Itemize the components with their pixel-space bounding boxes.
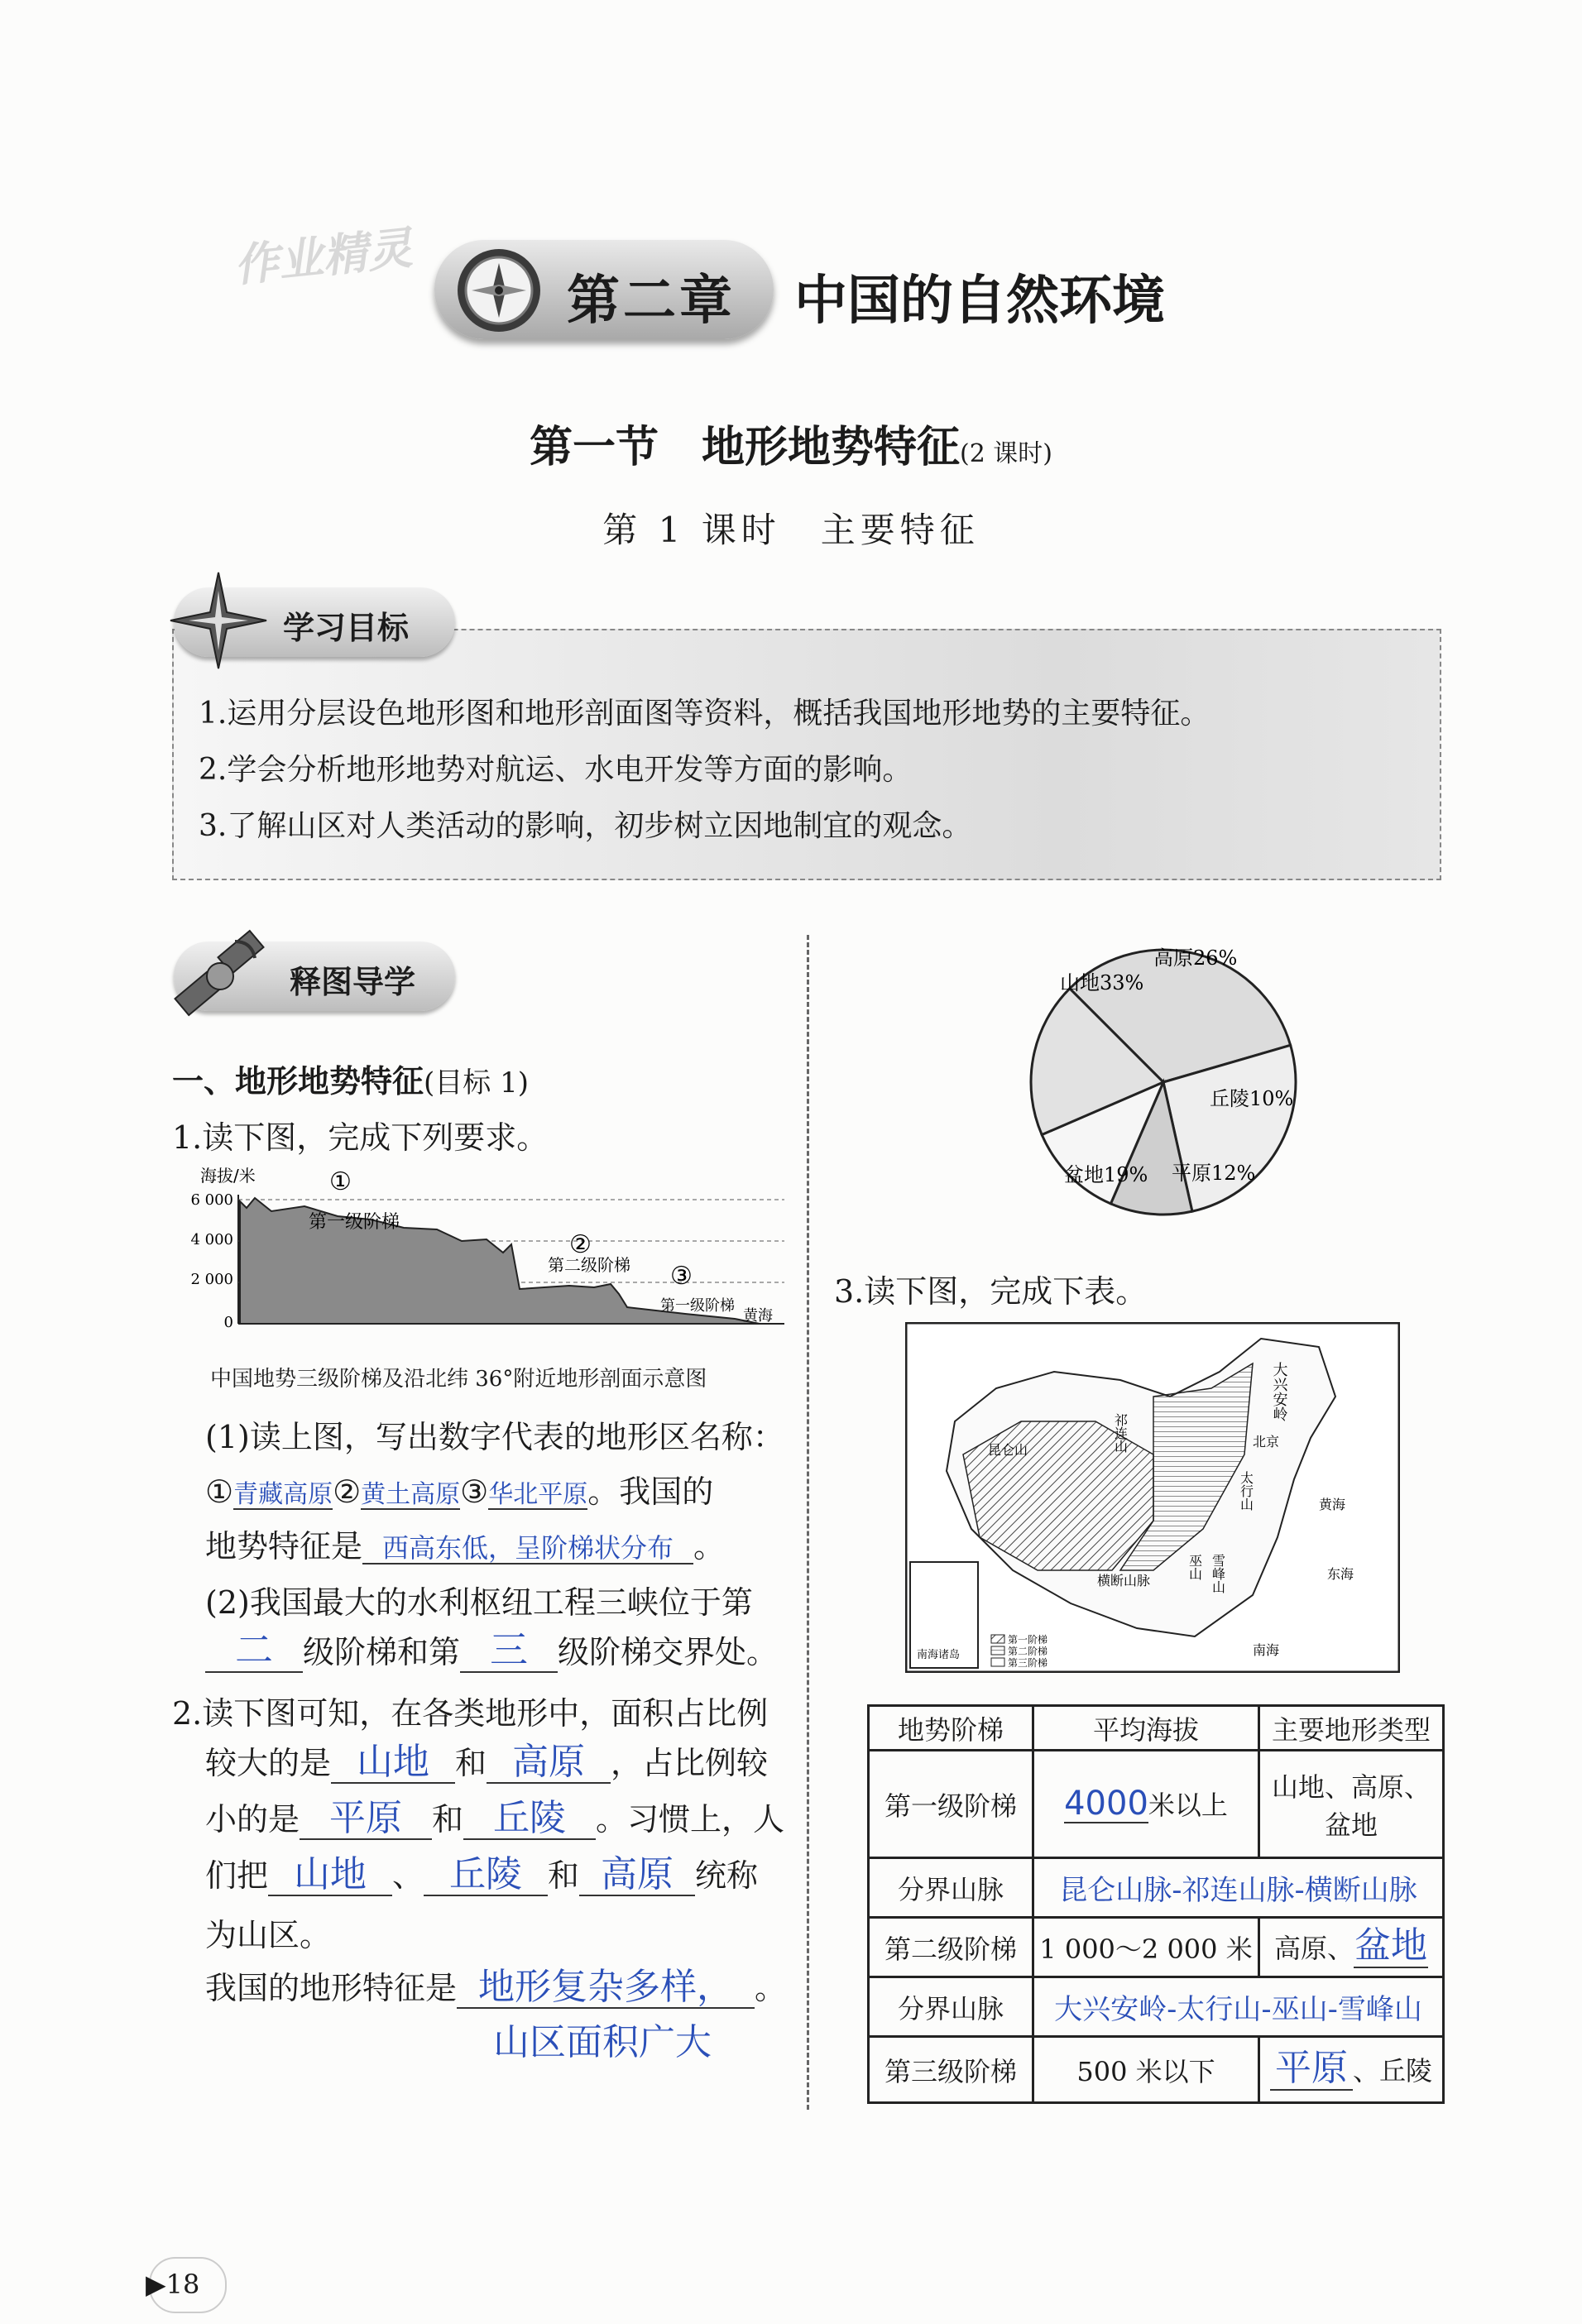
legend-label: 第二阶梯 — [1008, 1646, 1048, 1657]
learning-goals-box — [172, 629, 1441, 880]
table-cell: 山地、高原、 盆地 — [1259, 1751, 1444, 1858]
pie-label: 山地33% — [1060, 971, 1144, 994]
table-cell: 第三级阶梯 — [869, 2037, 1033, 2103]
satellite-icon — [169, 925, 276, 1033]
question-1-2: (2)我国最大的水利枢纽工程三峡位于第 — [205, 1584, 753, 1621]
guide-badge: 释图导学 — [174, 942, 455, 1011]
question-2: 2.读下图可知，在各类地形中，面积占比例 — [172, 1695, 769, 1732]
table-cell: 分界山脉 — [869, 1858, 1033, 1918]
answer-blank[interactable]: 山地 — [331, 1742, 455, 1784]
table-cell: 分界山脉 — [869, 1977, 1033, 2037]
map-label: 黄海 — [1319, 1497, 1346, 1512]
question-1-1: (1)读上图，写出数字代表的地形区名称： — [205, 1419, 784, 1455]
step-label: 第二级阶梯 — [548, 1255, 630, 1275]
table-header: 地势阶梯 — [869, 1706, 1033, 1751]
answer-blank[interactable]: 地形复杂多样， — [457, 1967, 755, 2009]
china-map — [905, 1322, 1400, 1673]
terrain-pie-chart — [1014, 940, 1312, 1221]
table-cell: 第一级阶梯 — [869, 1751, 1033, 1858]
table-cell: 500 米以下 — [1033, 2037, 1259, 2103]
profile-mark: ① — [329, 1167, 352, 1196]
learning-goals-badge: 学习目标 — [174, 587, 455, 657]
pie-label: 高原26% — [1153, 946, 1238, 970]
answer-blank[interactable]: 三 — [460, 1629, 558, 1673]
page-number: ▶18 — [146, 2269, 200, 2300]
step-label: 第一级阶梯 — [309, 1212, 400, 1233]
map-label: 大兴安岭 — [1270, 1362, 1288, 1421]
legend-label: 第三阶梯 — [1008, 1657, 1048, 1669]
answer-blank[interactable]: 高原 — [487, 1742, 611, 1784]
table-cell: 大兴安岭-太行山-巫山-雪峰山 — [1033, 1977, 1444, 2037]
profile-mark: ③ — [670, 1262, 693, 1291]
table-cell: 第二级阶梯 — [869, 1918, 1033, 1977]
answer-blank[interactable]: 黄土高原 — [361, 1480, 461, 1509]
tick-label: 0 — [223, 1314, 233, 1331]
pie-label: 平原12% — [1172, 1162, 1256, 1185]
chapter-title: 中国的自然环境 — [794, 270, 1165, 332]
step-label: 第一级阶梯 — [660, 1297, 735, 1315]
tick-label: 6 000 — [190, 1191, 233, 1209]
lesson-title: 第 1 课时 主要特征 — [602, 510, 980, 550]
question-1-2-line2: 二 级阶梯和第 三 级阶梯交界处。 — [205, 1627, 778, 1673]
profile-ylabel: 海拔/米 — [200, 1166, 256, 1186]
watermark: 作业精灵 — [231, 221, 415, 293]
answer-blank[interactable]: 华北平原 — [488, 1480, 588, 1509]
map-label: 东海 — [1327, 1566, 1354, 1582]
terrain-steps-table — [867, 1704, 1445, 2104]
question-1: 1.读下图，完成下列要求。 — [172, 1119, 549, 1156]
section-hours: (2 课时) — [959, 439, 1053, 468]
pie-label: 盆地19% — [1064, 1163, 1148, 1186]
table-header: 平均海拔 — [1033, 1706, 1259, 1751]
answer-blank[interactable]: 高原 — [579, 1855, 695, 1896]
chapter-number: 第二章 — [567, 270, 736, 332]
map-label: 北京 — [1253, 1434, 1280, 1450]
answer-blank[interactable]: 二 — [205, 1629, 303, 1673]
table-header: 主要地形类型 — [1259, 1706, 1444, 1751]
goal-item: 2.学会分析地形地势对航运、水电开发等方面的影响。 — [199, 753, 913, 787]
goal-item: 1.运用分层设色地形图和地形剖面图等资料，概括我国地形地势的主要特征。 — [199, 697, 1210, 731]
terrain-profile-chart — [189, 1162, 784, 1340]
question-2-line3: 小的是 平原 和 丘陵 。习惯上，人 — [205, 1797, 785, 1839]
map-label: 巫山 — [1186, 1554, 1203, 1580]
map-label: 祁连山 — [1112, 1413, 1129, 1453]
tick-label: 4 000 — [190, 1231, 233, 1248]
question-2-line5: 为山区。 — [205, 1917, 332, 1953]
answer-blank[interactable]: 平原 — [1270, 2048, 1353, 2090]
answer-blank[interactable]: 平原 — [300, 1799, 432, 1840]
section-title: 第一节 地形地势特征(2 课时) — [529, 422, 1053, 472]
answer-blank[interactable]: 丘陵 — [463, 1799, 596, 1840]
question-3: 3.读下图，完成下表。 — [834, 1273, 1148, 1310]
answer-blank[interactable]: 山地 — [268, 1855, 392, 1896]
legend-label: 第一阶梯 — [1008, 1634, 1048, 1646]
answer-blank[interactable]: 4000 — [1064, 1785, 1148, 1823]
table-cell: 4000米以上 — [1033, 1751, 1259, 1858]
answer-blank[interactable]: 丘陵 — [424, 1855, 548, 1896]
subheading: 一、地形地势特征(目标 1) — [172, 1062, 529, 1100]
table-cell: 1 000～2 000 米 — [1033, 1918, 1259, 1977]
chapter-banner — [434, 240, 774, 339]
inset-label: 南海诸岛 — [917, 1649, 961, 1661]
map-label: 横断山脉 — [1097, 1573, 1151, 1588]
play-arrow-icon: ▶ — [146, 2269, 166, 2300]
map-label: 南海 — [1253, 1642, 1280, 1658]
pie-label: 丘陵10% — [1210, 1087, 1294, 1110]
question-1-1-line2: 地势特征是 西高东低，呈阶梯状分布 。 — [205, 1528, 726, 1565]
goal-item: 3.了解山区对人类活动的影响，初步树立因地制宜的观念。 — [199, 809, 972, 843]
answer-blank[interactable]: 青藏高原 — [233, 1480, 333, 1509]
answer-blank[interactable]: 西高东低，呈阶梯状分布 — [362, 1534, 693, 1565]
column-divider — [807, 935, 809, 2110]
profile-caption: 中国地势三级阶梯及沿北纬 36°附近地形剖面示意图 — [210, 1367, 707, 1392]
tick-label: 2 000 — [190, 1271, 233, 1288]
question-1-1-answers: ①青藏高原②黄土高原③华北平原。我国的 — [205, 1473, 714, 1510]
star-compass-icon — [169, 571, 268, 670]
sea-label: 黄海 — [743, 1307, 773, 1325]
compass-icon — [449, 245, 549, 336]
table-cell: 平原 、丘陵 — [1259, 2037, 1444, 2103]
question-2-line6: 我国的地形特征是 地形复杂多样， 。 — [205, 1966, 787, 2008]
map-label: 太行山 — [1238, 1471, 1254, 1511]
answer-blank[interactable]: 盆地 — [1354, 1924, 1427, 1967]
question-2-line2: 较大的是 山地 和 高原 ，占比例较 — [205, 1741, 769, 1783]
question-2-line4: 们把 山地 、 丘陵 和 高原 统称 — [205, 1853, 759, 1895]
table-cell: 昆仑山脉-祁连山脉-横断山脉 — [1033, 1858, 1444, 1918]
map-label: 雪峰山 — [1210, 1554, 1226, 1593]
map-label: 昆仑山 — [988, 1442, 1028, 1458]
profile-mark: ② — [569, 1230, 592, 1259]
table-cell: 高原、盆地 — [1259, 1918, 1444, 1977]
answer-continuation: 山区面积广大 — [493, 2021, 712, 2063]
